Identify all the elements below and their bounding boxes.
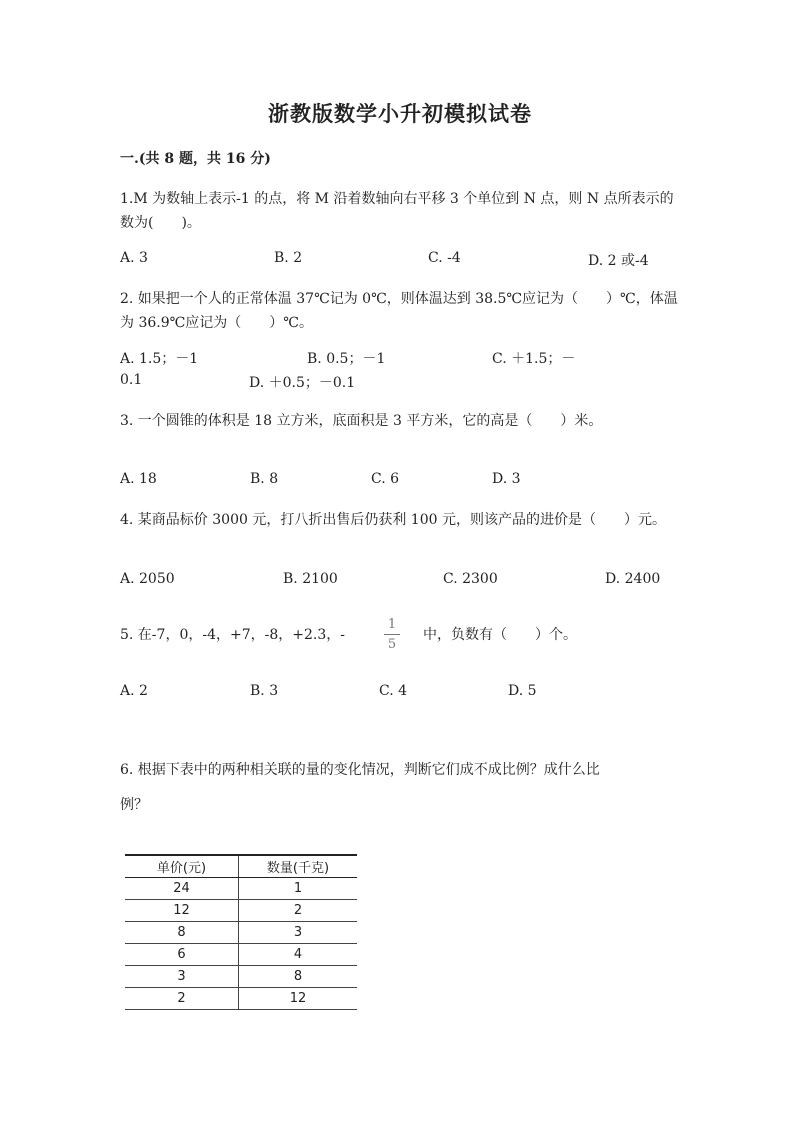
table-cell: 2 — [239, 900, 358, 922]
table-cell: 12 — [125, 900, 239, 922]
table-header-row — [125, 855, 357, 878]
question-2-text: 2. 如果把一个人的正常体温 37℃记为 0℃，则体温达到 38.5℃应记为（ ）℃，体温为 36.9℃应记为（ ）℃。 — [120, 291, 678, 331]
table-cell: 3 — [239, 922, 358, 944]
question-6-line-2: 例？ — [120, 797, 148, 813]
q5-option-c: C. 4 — [379, 683, 408, 699]
table-row — [125, 878, 357, 900]
q1-option-d: D. 2 或-4 — [588, 253, 649, 269]
q2-option-c-cont: 0.1 — [120, 372, 143, 388]
question-4-text: 4. 某商品标价 3000 元，打八折出售后仍获利 100 元，则该产品的进价是（ ）元。 — [120, 512, 666, 528]
page-title: 浙教版数学小升初模拟试卷 — [268, 101, 532, 126]
fraction-bar — [384, 634, 400, 635]
table-cell: 4 — [239, 944, 358, 966]
q5-option-b: B. 3 — [250, 683, 279, 699]
fraction-numerator: 1 — [387, 617, 397, 632]
q3-option-a: A. 18 — [120, 471, 157, 487]
table-cell: 1 — [239, 878, 358, 900]
q5-fraction — [384, 617, 400, 652]
q4-option-a: A. 2050 — [120, 571, 175, 587]
q3-option-b: B. 8 — [250, 471, 279, 487]
q2-option-b: B. 0.5；－1 — [307, 351, 386, 367]
price-quantity-table — [125, 854, 357, 1010]
table-cell: 12 — [239, 988, 358, 1010]
q3-option-d: D. 3 — [492, 471, 521, 487]
table-row — [125, 922, 357, 944]
table-cell: 8 — [125, 922, 239, 944]
table-row — [125, 988, 357, 1010]
q4-option-b: B. 2100 — [283, 571, 338, 587]
table-row — [125, 944, 357, 966]
q1-option-a: A. 3 — [120, 250, 148, 266]
q3-option-c: C. 6 — [371, 471, 400, 487]
table-cell: 24 — [125, 878, 239, 900]
table-cell: 8 — [239, 966, 358, 988]
table-cell: 2 — [125, 988, 239, 1010]
q4-option-d: D. 2400 — [605, 571, 661, 587]
fraction-denominator: 5 — [387, 637, 397, 652]
question-6-line-1: 6. 根据下表中的两种相关联的量的变化情况，判断它们成不成比例？成什么比 — [120, 762, 600, 778]
column-header-price: 单价(元) — [125, 855, 239, 878]
q1-option-b: B. 2 — [274, 250, 303, 266]
q2-option-a: A. 1.5；－1 — [120, 351, 199, 367]
table-row — [125, 966, 357, 988]
column-header-quantity: 数量(千克) — [239, 855, 358, 878]
q1-option-c: C. -4 — [428, 250, 461, 266]
q2-option-d: D. ＋0.5；－0.1 — [249, 375, 356, 391]
table-cell: 3 — [125, 966, 239, 988]
q5-option-d: D. 5 — [508, 683, 537, 699]
section-heading: 一.(共 8 题，共 16 分) — [120, 151, 271, 167]
question-5-text-after: 中，负数有（ ）个。 — [423, 627, 577, 643]
question-3-text: 3. 一个圆锥的体积是 18 立方米，底面积是 3 平方米，它的高是（ ）米。 — [120, 413, 603, 429]
q4-option-c: C. 2300 — [443, 571, 498, 587]
q5-option-a: A. 2 — [120, 683, 148, 699]
table-row — [125, 900, 357, 922]
question-5-text-before: 5. 在-7，0，-4，+7，-8，+2.3，- — [120, 627, 345, 643]
question-1-text: 1.M 为数轴上表示-1 的点，将 M 沿着数轴向右平移 3 个单位到 N 点，则 N 点所表示的数为( )。 — [120, 191, 674, 231]
q2-option-c: C. ＋1.5；－ — [492, 351, 576, 367]
table-cell: 6 — [125, 944, 239, 966]
